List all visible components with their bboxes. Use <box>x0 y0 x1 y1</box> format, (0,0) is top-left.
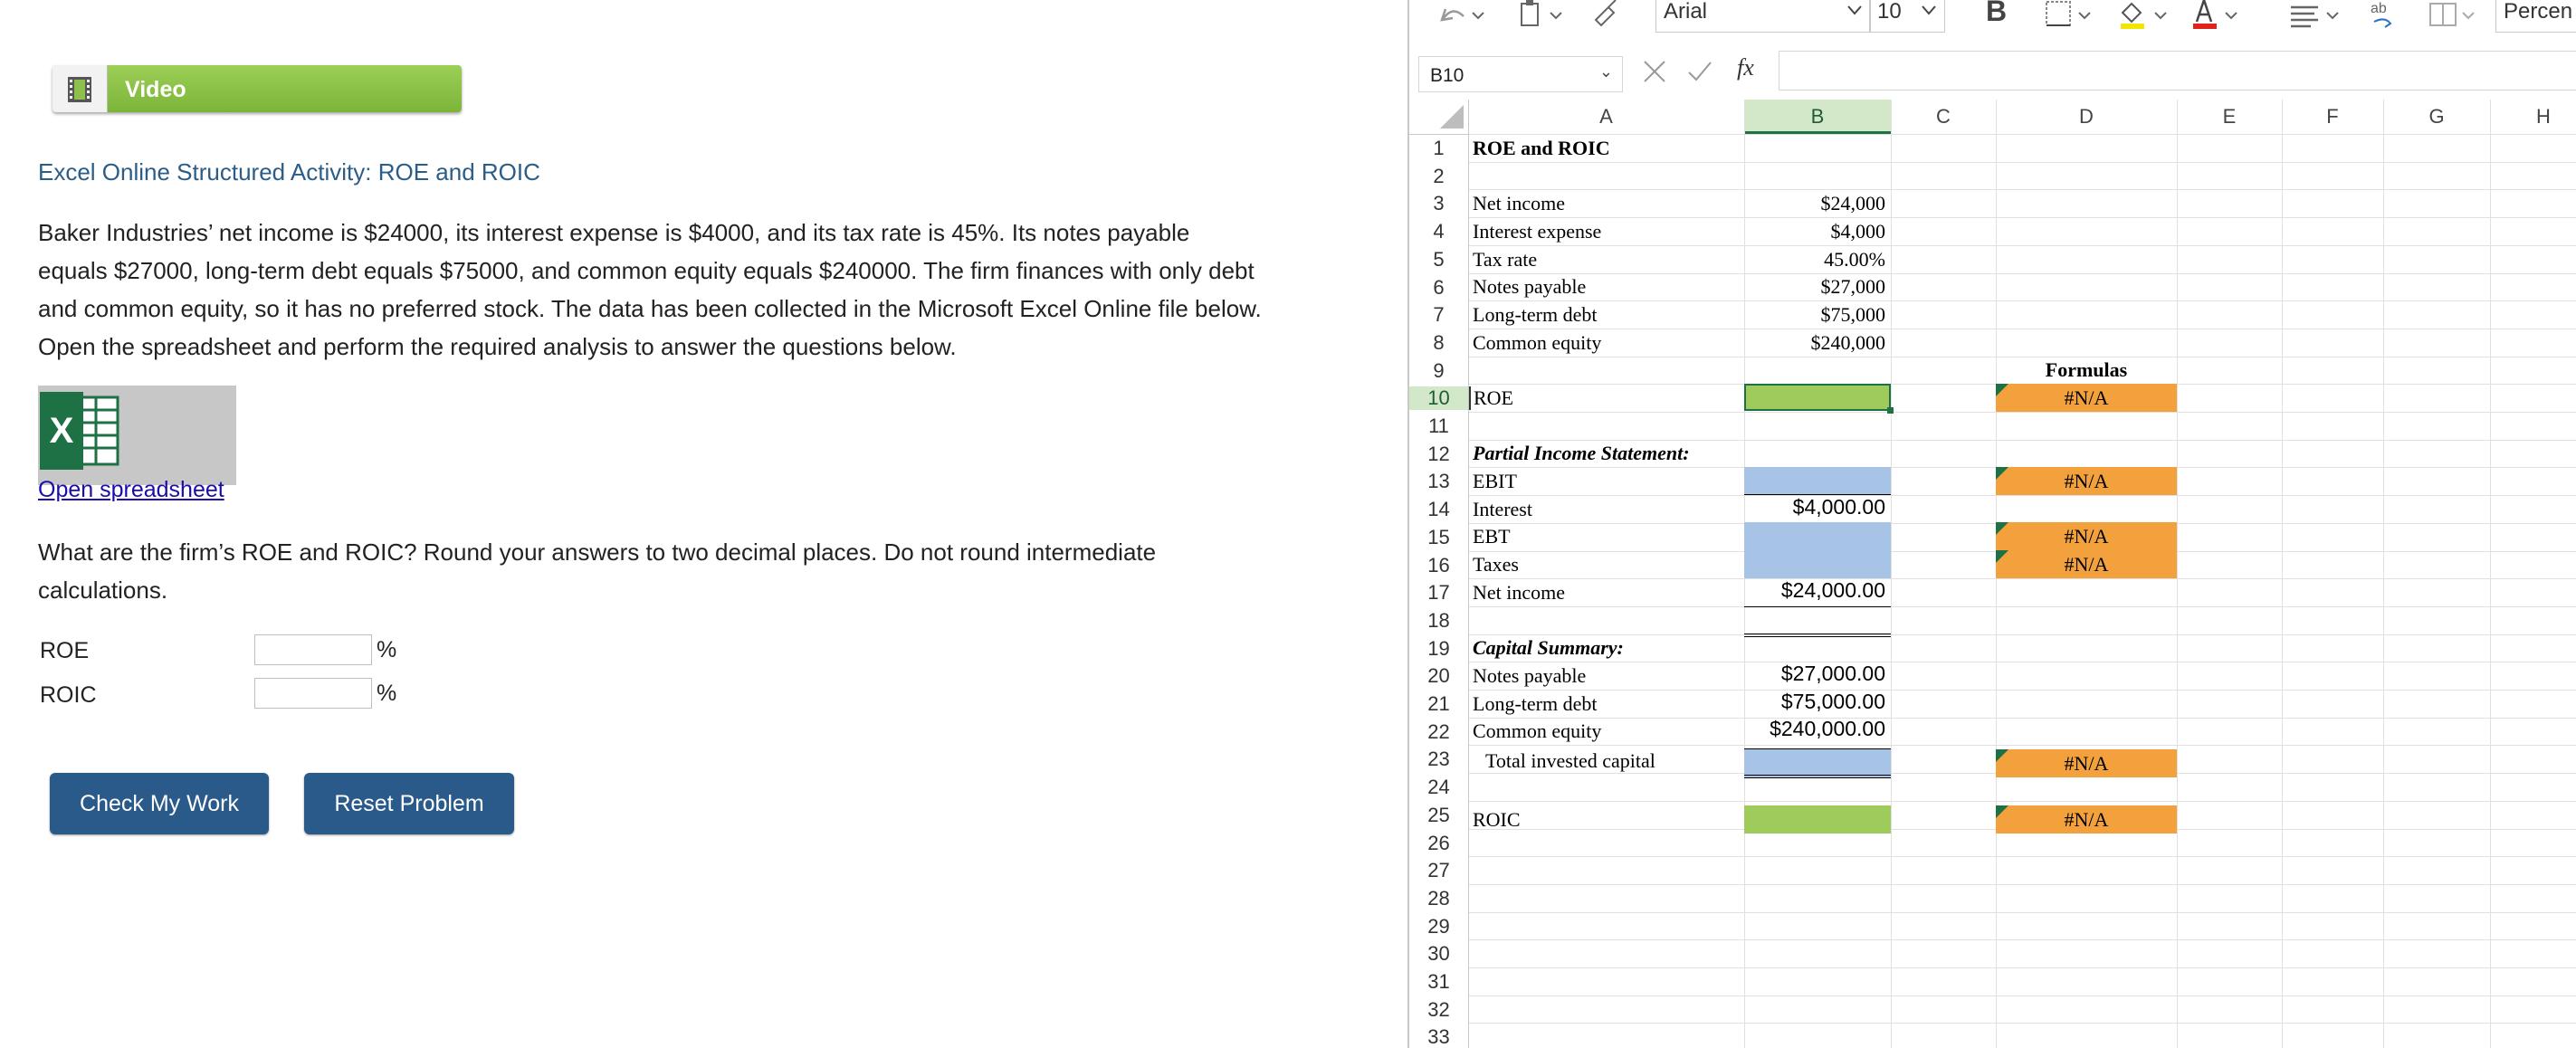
cell-b6[interactable]: $27,000 <box>1820 275 1885 298</box>
row-header-31[interactable]: 31 <box>1427 970 1450 993</box>
gridline-row <box>1468 162 2576 163</box>
row-header-18[interactable]: 18 <box>1427 608 1450 632</box>
format-painter-icon[interactable] <box>1590 0 1623 33</box>
reset-problem-button[interactable]: Reset Problem <box>304 773 514 834</box>
clipboard-paste-icon[interactable] <box>1516 0 1570 33</box>
column-header-c[interactable]: C <box>1936 105 1951 128</box>
ribbon-toolbar <box>1409 0 2576 38</box>
column-header-e[interactable]: E <box>2222 105 2237 128</box>
roic-label: ROIC <box>40 682 97 708</box>
open-spreadsheet-link[interactable]: Open spreadsheet <box>38 477 224 502</box>
chevron-down-icon: ⌄ <box>1598 62 1613 81</box>
merge-cells-icon[interactable] <box>2427 0 2481 33</box>
gridline-row <box>1468 440 2576 441</box>
gridline-row <box>1468 912 2576 913</box>
roe-input[interactable] <box>254 634 372 665</box>
double-underline-b17 <box>1744 634 1891 637</box>
cell-b22[interactable]: $240,000.00 <box>1770 717 1885 740</box>
svg-text:ab: ab <box>2371 1 2387 16</box>
cell-d13[interactable]: #N/A <box>2064 470 2109 492</box>
gridline-row <box>1468 801 2576 802</box>
fill-handle[interactable] <box>1887 407 1894 414</box>
row-header-17[interactable]: 17 <box>1427 581 1450 605</box>
roic-unit: % <box>377 681 397 706</box>
cell-a7[interactable]: Long-term debt <box>1473 303 1598 326</box>
chevron-down-icon <box>1846 5 1863 17</box>
row-header-12[interactable]: 12 <box>1427 442 1450 465</box>
gridline-row <box>1468 718 2576 719</box>
row-header-23[interactable]: 23 <box>1427 748 1450 771</box>
cell-d25[interactable]: #N/A <box>2064 808 2109 831</box>
row-header-21[interactable]: 21 <box>1427 692 1450 715</box>
gridline-row <box>1468 939 2576 940</box>
gridline-column <box>2177 100 2178 1048</box>
question-line: calculations. <box>38 576 168 604</box>
row-header-13[interactable]: 13 <box>1427 470 1450 493</box>
gridline-row <box>1468 884 2576 885</box>
align-icon[interactable] <box>2287 0 2347 33</box>
cell-b7[interactable]: $75,000 <box>1820 303 1885 326</box>
row-header-26[interactable]: 26 <box>1427 831 1450 854</box>
number-format-value: Percen <box>2504 0 2573 24</box>
cell-d10[interactable]: #N/A <box>2064 386 2109 409</box>
wrap-text-icon[interactable] <box>2367 0 2403 33</box>
gridline-row <box>1468 745 2576 746</box>
gridline-column <box>2490 100 2491 1048</box>
cell-b25-fill[interactable] <box>1744 805 1891 834</box>
column-header-b[interactable]: B <box>1810 105 1825 128</box>
row-header-7[interactable]: 7 <box>1433 303 1445 327</box>
gridline-row <box>1468 134 2576 135</box>
gridline-column <box>2383 100 2384 1048</box>
cell-d15[interactable]: #N/A <box>2064 525 2109 548</box>
svg-text:X: X <box>49 411 74 451</box>
gridline-row <box>1468 634 2576 635</box>
row-header-1[interactable]: 1 <box>1433 137 1445 159</box>
cell-b4[interactable]: $4,000 <box>1830 220 1885 243</box>
problem-line: Baker Industries’ net income is $24000, its interest expense is $4000, and its tax rate is 45%. Its notes payable <box>38 219 1190 246</box>
gridline-row <box>1468 495 2576 496</box>
gridline-row <box>1468 189 2576 190</box>
row-header-2[interactable]: 2 <box>1433 164 1445 187</box>
gridline-column <box>2282 100 2283 1048</box>
problem-line: and common equity, so it has no preferred stock. The data has been collected in the Microsoft Excel Online file below. <box>38 295 1262 322</box>
number-format-select[interactable] <box>2495 0 2576 33</box>
formula-input[interactable] <box>1779 51 2576 91</box>
roic-input[interactable] <box>254 678 372 709</box>
row-header-9[interactable]: 9 <box>1433 358 1445 382</box>
cell-b8[interactable]: $240,000 <box>1810 331 1885 354</box>
excel-icon[interactable] <box>38 386 236 485</box>
row-header-6[interactable]: 6 <box>1433 275 1445 299</box>
cell-a22[interactable]: Common equity <box>1473 719 1602 742</box>
gridline-row <box>1468 300 2576 301</box>
cell-b15-b16-fill[interactable] <box>1744 522 1891 578</box>
cell-a3[interactable]: Net income <box>1473 192 1566 214</box>
underline-b22 <box>1744 748 1891 749</box>
font-name-value: Arial <box>1664 0 1708 24</box>
row-header-3[interactable]: 3 <box>1433 192 1445 215</box>
gridline-row <box>1468 856 2576 857</box>
row-header-20[interactable]: 20 <box>1427 664 1450 688</box>
problem-line: equals $27000, long-term debt equals $75000, and common equity equals $240000. The firm finances with only debt <box>38 257 1255 284</box>
borders-icon[interactable] <box>2043 0 2099 33</box>
fill-color-icon[interactable] <box>2117 0 2175 33</box>
column-header-h[interactable]: H <box>2536 105 2551 128</box>
roe-label: ROE <box>40 638 90 663</box>
column-header-a[interactable]: A <box>1599 105 1613 128</box>
cell-a10[interactable]: ROE <box>1469 386 1513 410</box>
gridline-row <box>1468 1023 2576 1024</box>
row-header-29[interactable]: 29 <box>1427 914 1450 938</box>
cell-a8[interactable]: Common equity <box>1473 331 1602 354</box>
row-header-30[interactable]: 30 <box>1427 942 1450 966</box>
gridline-row <box>1468 690 2576 691</box>
cell-a12[interactable]: Partial Income Statement: <box>1473 442 1690 464</box>
font-size-select[interactable] <box>1869 0 1945 33</box>
gridline-row <box>1468 245 2576 246</box>
cell-b21[interactable]: $75,000.00 <box>1780 690 1885 713</box>
cell-a20[interactable]: Notes payable <box>1473 664 1587 687</box>
column-header-d[interactable]: D <box>2079 105 2094 128</box>
video-label: Video <box>125 77 186 102</box>
bold-button[interactable]: B <box>1986 0 2008 27</box>
gridline-column <box>1468 100 1469 1048</box>
cell-a13[interactable]: EBIT <box>1473 470 1517 492</box>
row-header-15[interactable]: 15 <box>1427 525 1450 548</box>
row-header-28[interactable]: 28 <box>1427 886 1450 910</box>
row-header-22[interactable]: 22 <box>1427 719 1450 743</box>
cell-b5[interactable]: 45.00% <box>1824 248 1885 271</box>
excel-online-pane <box>1407 0 2576 1048</box>
gridline-row <box>1468 273 2576 274</box>
cell-b3[interactable]: $24,000 <box>1820 192 1885 214</box>
row-header-8[interactable]: 8 <box>1433 330 1445 354</box>
gridline-column <box>1891 100 1892 1048</box>
column-header-g[interactable]: G <box>2428 105 2445 128</box>
cell-b23-fill[interactable] <box>1744 749 1891 777</box>
row-header-11[interactable]: 11 <box>1428 414 1449 437</box>
cell-b17[interactable]: $24,000.00 <box>1780 578 1885 602</box>
cell-a5[interactable]: Tax rate <box>1473 248 1538 271</box>
question-line: What are the firm’s ROE and ROIC? Round your answers to two decimal places. Do not round intermediate <box>38 538 1157 566</box>
row-header-33[interactable]: 33 <box>1427 1025 1450 1048</box>
row-header-5[interactable]: 5 <box>1433 247 1445 271</box>
function-icon[interactable]: fx <box>1737 54 1754 81</box>
formula-bar <box>1409 47 2576 96</box>
gridline-row <box>1468 578 2576 579</box>
font-size-value: 10 <box>1877 0 1902 24</box>
name-box-value: B10 <box>1430 65 1465 86</box>
row-header-14[interactable]: 14 <box>1427 498 1450 521</box>
cell-b10-selected[interactable] <box>1744 384 1891 411</box>
chevron-down-icon <box>1921 5 1937 17</box>
column-header-f[interactable]: F <box>2326 105 2339 128</box>
problem-line: Open the spreadsheet and perform the required analysis to answer the questions below. <box>38 333 957 360</box>
cell-b13-fill[interactable] <box>1744 467 1891 495</box>
font-name-select[interactable] <box>1655 0 1871 33</box>
roe-unit: % <box>377 637 397 662</box>
row-header-27[interactable]: 27 <box>1427 859 1450 882</box>
row-header-10[interactable]: 10 <box>1409 386 1468 410</box>
underline-b16 <box>1744 606 1891 607</box>
cell-a15[interactable]: EBT <box>1473 525 1511 548</box>
cell-a1[interactable]: ROE and ROIC <box>1473 137 1610 159</box>
cell-b20[interactable]: $27,000.00 <box>1780 662 1885 685</box>
film-icon <box>52 65 108 112</box>
cell-b14[interactable]: $4,000.00 <box>1792 495 1885 519</box>
video-button[interactable] <box>52 65 462 112</box>
activity-title: Excel Online Structured Activity: ROE and ROIC <box>38 158 540 186</box>
check-my-work-button[interactable]: Check My Work <box>50 773 269 834</box>
question-text <box>38 533 1323 609</box>
cell-a4[interactable]: Interest expense <box>1473 220 1602 243</box>
row-header-16[interactable]: 16 <box>1427 553 1450 576</box>
cell-d9[interactable]: Formulas <box>2045 358 2128 381</box>
row-header-4[interactable]: 4 <box>1433 220 1445 243</box>
cell-a21[interactable]: Long-term debt <box>1473 692 1598 715</box>
row-header-24[interactable]: 24 <box>1427 776 1450 799</box>
cancel-icon[interactable] <box>1641 58 1668 85</box>
cell-a23[interactable]: Total invested capital <box>1485 749 1655 772</box>
gridline-row <box>1468 967 2576 968</box>
cell-a6[interactable]: Notes payable <box>1473 275 1587 298</box>
cell-a17[interactable]: Net income <box>1473 581 1566 604</box>
cell-a19[interactable]: Capital Summary: <box>1473 636 1624 659</box>
row-header-32[interactable]: 32 <box>1427 997 1450 1021</box>
cell-d16[interactable]: #N/A <box>2064 553 2109 576</box>
gridline-row <box>1468 217 2576 218</box>
gridline-row <box>1468 412 2576 413</box>
name-box[interactable] <box>1418 56 1623 92</box>
cell-a25[interactable]: ROIC <box>1473 808 1521 831</box>
enter-check-icon[interactable] <box>1686 58 1713 85</box>
row-header-25[interactable]: 25 <box>1427 803 1450 826</box>
problem-text <box>38 214 1369 366</box>
row-header-19[interactable]: 19 <box>1427 636 1450 660</box>
double-underline-b23 <box>1744 775 1891 778</box>
cell-d23[interactable]: #N/A <box>2064 752 2109 775</box>
undo-icon[interactable] <box>1436 0 1487 33</box>
cell-a14[interactable]: Interest <box>1473 498 1532 520</box>
cell-a16[interactable]: Taxes <box>1473 553 1519 576</box>
font-color-icon[interactable] <box>2190 0 2244 33</box>
select-all-icon[interactable] <box>1440 105 1464 129</box>
gridline-row <box>1468 606 2576 607</box>
